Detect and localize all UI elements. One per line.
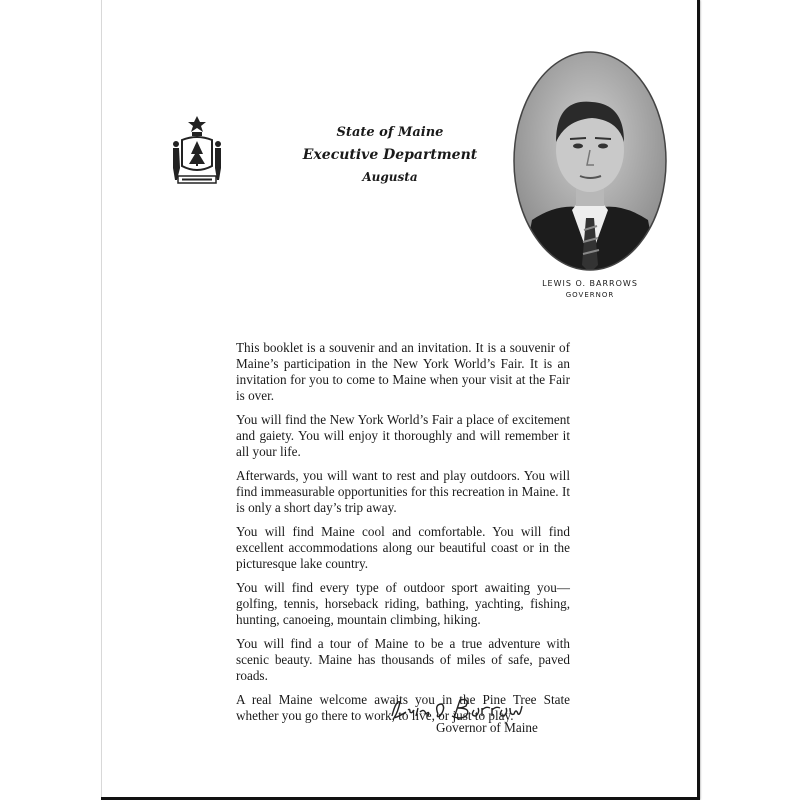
letter-paragraph: You will find a tour of Maine to be a true adventure with scenic beauty. Maine has thousands of miles of safe, paved roads. (236, 636, 570, 683)
signature-title: Governor of Maine (436, 720, 538, 735)
letter-paragraph: This booklet is a souvenir and an invitation. It is a souvenir of Maine’s participation in the New York World’s Fair. It is an invitation for you to come to Maine when your visit at the Fair is over. (236, 340, 570, 403)
letterhead-state: State of Maine (336, 125, 444, 140)
letter-body (236, 340, 570, 732)
portrait-title: GOVERNOR (565, 291, 615, 299)
portrait-name: LEWIS O. BARROWS (542, 279, 638, 288)
portrait-caption (500, 278, 680, 301)
letter-paragraph: You will find every type of outdoor sport awaiting you—golfing, tennis, horseback riding, bathing, yachting, fishing, hunting, canoeing, mountain climbing, hiking. (236, 580, 570, 627)
governor-signature (386, 696, 526, 722)
letter-paragraph: You will find the New York World’s Fair a place of excitement and gaiety. You will enjoy it thoroughly and will remember it all your life. (236, 412, 570, 459)
letterhead-department: Executive Department (302, 147, 478, 163)
governor-portrait (512, 50, 668, 273)
letter-paragraph: You will find Maine cool and comfortable. You will find excellent accommodations along our beautiful coast or in the picturesque lake country. (236, 524, 570, 571)
maine-state-seal-icon (168, 114, 226, 188)
letter-paragraph: A real Maine welcome awaits you in the Pine Tree State whether you go there to work, to live, or just to play. (236, 692, 570, 723)
letter-paragraph: Afterwards, you will want to rest and play outdoors. You will find immeasurable opportunities for this recreation in Maine. It is only a short day’s trip away. (236, 468, 570, 515)
letterhead (300, 122, 480, 188)
letterhead-city: Augusta (362, 170, 418, 184)
page-edge-shadow (697, 0, 700, 800)
